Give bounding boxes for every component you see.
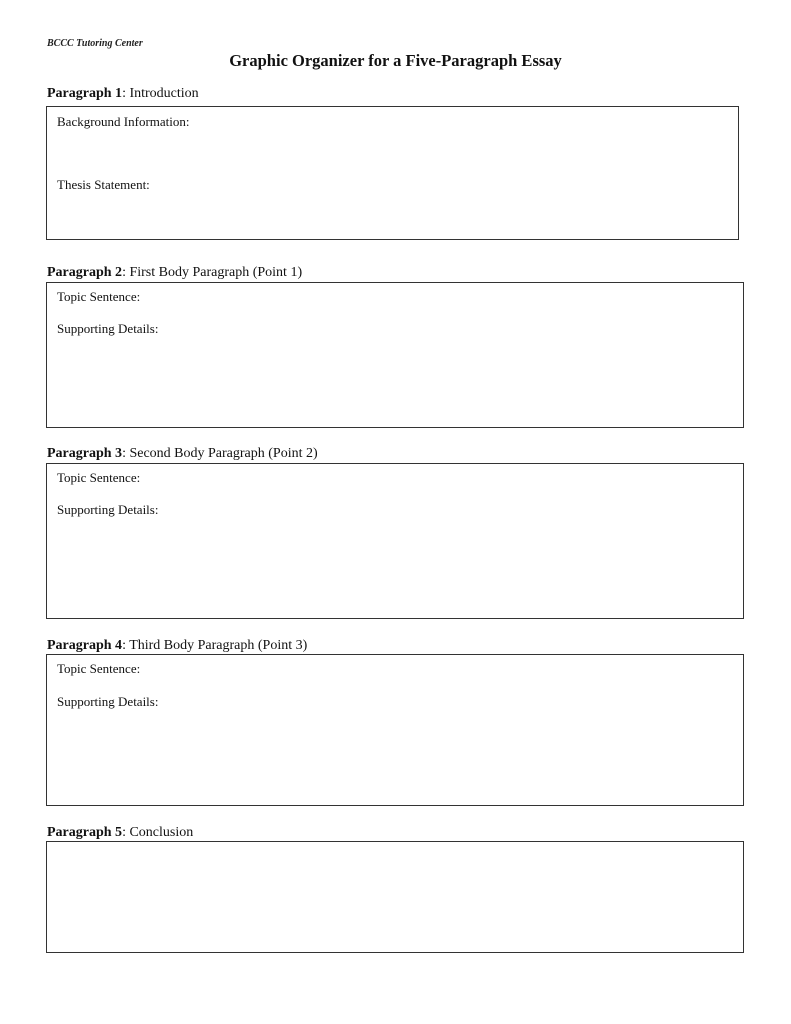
section-number: Paragraph 1 [47, 86, 123, 101]
introduction-box[interactable] [46, 106, 739, 240]
section-subtitle: : First Body Paragraph (Point 1) [122, 265, 303, 280]
background-information-label: Background Information: [57, 114, 190, 129]
supporting-details-label: Supporting Details: [57, 502, 159, 517]
section-subtitle: : Introduction [122, 86, 199, 101]
section-subtitle: : Second Body Paragraph (Point 2) [122, 446, 318, 461]
section-heading-4 [47, 638, 307, 654]
first-body-paragraph-box[interactable] [46, 282, 744, 428]
conclusion-box[interactable] [46, 841, 744, 953]
section-number: Paragraph 5 [47, 825, 123, 840]
section-heading-1 [47, 86, 199, 102]
page-title: Graphic Organizer for a Five-Paragraph Essay [229, 51, 562, 70]
section-number: Paragraph 4 [47, 638, 123, 653]
organization-name: BCCC Tutoring Center [47, 38, 143, 49]
supporting-details-label: Supporting Details: [57, 694, 159, 709]
section-heading-5 [47, 825, 193, 841]
section-number: Paragraph 2 [47, 265, 123, 280]
thesis-statement-label: Thesis Statement: [57, 177, 150, 192]
section-heading-3 [47, 446, 318, 462]
topic-sentence-label: Topic Sentence: [57, 470, 141, 485]
section-number: Paragraph 3 [47, 446, 123, 461]
section-subtitle: : Third Body Paragraph (Point 3) [122, 638, 308, 653]
third-body-paragraph-box[interactable] [46, 654, 744, 806]
second-body-paragraph-box[interactable] [46, 463, 744, 619]
supporting-details-label: Supporting Details: [57, 321, 159, 336]
section-heading-2 [47, 265, 302, 281]
topic-sentence-label: Topic Sentence: [57, 289, 141, 304]
topic-sentence-label: Topic Sentence: [57, 661, 141, 676]
section-subtitle: : Conclusion [122, 825, 194, 840]
